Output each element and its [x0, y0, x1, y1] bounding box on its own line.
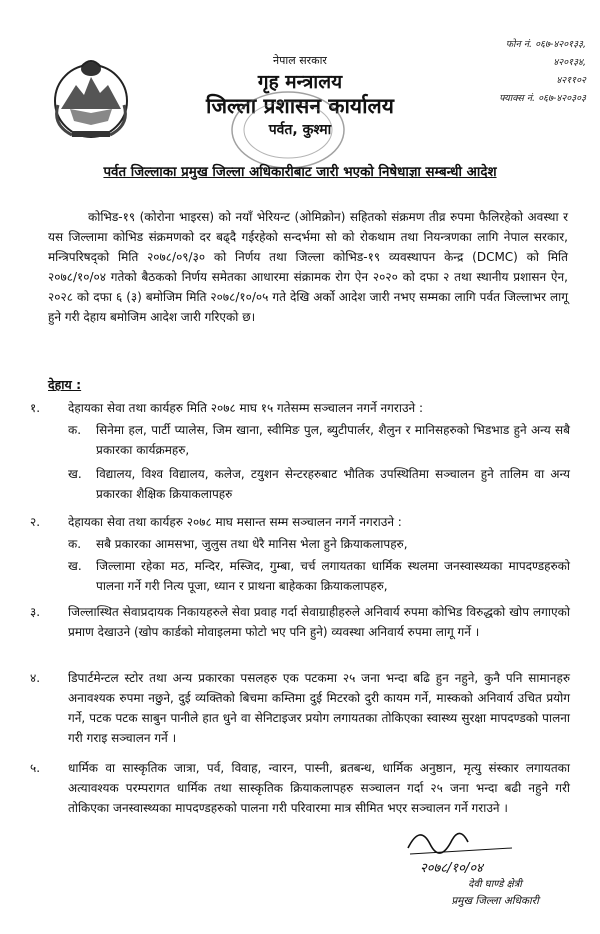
signatory-title: प्रमुख जिल्ला अधिकारी	[451, 895, 539, 907]
sub-item-number: ख.	[68, 467, 82, 481]
item-number: ५.	[30, 761, 41, 775]
item-text: देहायका सेवा तथा कार्यहरु २०७८ माघ मसान्त सम्म सञ्चालन नगर्ने नगराउने :	[68, 515, 402, 529]
sub-item-number: ख.	[68, 559, 82, 573]
signature-icon	[400, 818, 520, 878]
item-text: जिल्लास्थित सेवाप्रदायक निकायहरुले सेवा प्रवाह गर्दा सेवाग्राहीहरुले अनिवार्य रुपमा कोभिड विरुद्धको खोप लगाएको प्रमाण देखाउने (खोप कार्डको मोवाइलमा फोटो भए पनि हुने) व्यवस्था अनिवार्य रुपमा लागू गर्ने ।	[68, 605, 570, 639]
office-stamp-icon	[228, 88, 348, 172]
sub-item-text: सबै प्रकारका आमसभा, जुलुस तथा धेरै मानिस भेला हुने क्रियाकलापहरु,	[96, 537, 408, 551]
header-ministry: गृह मन्त्रालय	[257, 71, 343, 93]
contact-info	[436, 36, 586, 108]
fax-line: फ्याक्स नं. ०६७-४२०३०३	[499, 93, 586, 104]
phone-line-1: फोन नं. ०६७-४२०१३३,	[505, 39, 586, 50]
header-place: पर्वत, कुश्मा	[268, 122, 332, 138]
order-title: पर्वत जिल्लाका प्रमुख जिल्ला अधिकारीबाट जारी भएको निषेधाज्ञा सम्बन्धी आदेश	[103, 165, 497, 180]
item-number: १.	[30, 401, 41, 415]
signatory-name: देवी घाण्डे क्षेत्री	[468, 879, 522, 890]
sub-item-text: सिनेमा हल, पार्टी प्यालेस, जिम खाना, स्वीमिङ पुल, ब्युटीपार्लर, शैलुन र मानिसहरुको भिडभाड हुने अन्य सबै प्रकारका कार्यक्रमहरु,	[96, 423, 570, 457]
sub-item-text: विद्यालय, विश्व विद्यालय, कलेज, टयुशन सेन्टरहरुबाट भौतिक उपस्थितिमा सञ्चालन हुने तालिम वा अन्य प्रकारका शैक्षिक क्रियाकलापहरु	[96, 467, 570, 501]
sub-item-number: क.	[68, 537, 82, 551]
sub-item-number: क.	[68, 423, 82, 437]
item-number: ४.	[30, 671, 41, 685]
item-text: डिपार्टमेन्टल स्टोर तथा अन्य प्रकारका पसलहरु एक पटकमा २५ जना भन्दा बढि हुन नहुने, कुनै पनि सामानहरु अनावश्यक रुपमा नछुने, दुई व्यक्तिको बिचमा कम्तिमा दुई मिटरको दुरी कायम गर्ने, मास्कको अनिवार्य उचित प्रयोग गर्ने, पटक पटक साबुन पानीले हात धुने वा सेनिटाइजर प्रयोग लगायतका तोकिएका स्वास्थ्य सुरक्षा मापदण्डको पालना गरी गराइ सञ्चालन गर्ने ।	[68, 671, 570, 745]
item-number: २.	[30, 515, 41, 529]
phone-line-2: ४२०१३४,	[553, 57, 586, 68]
phone-line-3: ४२११०२	[556, 75, 586, 86]
nepal-emblem-icon	[48, 55, 134, 141]
header-office: जिल्ला प्रशासन कार्यालय	[206, 94, 394, 118]
item-number: ३.	[30, 605, 41, 619]
signature-date: २०७८/१०/०४	[420, 861, 483, 876]
item-text: देहायका सेवा तथा कार्यहरु मिति २०७८ माघ १५ गतेसम्म सञ्चालन नगर्ने नगराउने :	[68, 401, 424, 415]
header-government: नेपाल सरकार	[273, 54, 327, 67]
intro-paragraph: कोभिड-१९ (कोरोना भाइरस) को नयाँ भेरियन्ट (ओमिक्रोन) सहितको संक्रमण तीव्र रुपमा फैलिरहेको अवस्था र यस जिल्लामा कोभिड संक्रमणको दर बढ्दै गईरहेको सन्दर्भमा सो को रोकथाम तथा नियन्त्रणका लागि नेपाल सरकार, मन्त्रिपरिषद्को मिति २०७८/०९/३० को निर्णय तथा जिल्ला कोभिड-१९ व्यवस्थापन केन्द्र (DCMC) को मिति २०७८/१०/०४ गतेको बैठकको निर्णय समेतका आधारमा संक्रामक रोग ऐन २०२० को दफा २ तथा स्थानीय प्रशासन ऐन, २०२८ को दफा ६ (३) बमोजिम मिति २०७८/१०/०५ गते देखि अर्को आदेश जारी नभए सम्मका लागि पर्वत जिल्लाभर लागू हुने गरी देहाय बमोजिम आदेश जारी गरिएको छ।	[48, 210, 568, 324]
sub-item-text: जिल्लामा रहेका मठ, मन्दिर, मस्जिद, गुम्बा, चर्च लगायतका धार्मिक स्थलमा जनस्वास्थ्यका मापदण्डहरुको पालना गर्ने गरी नित्य पूजा, ध्यान र प्राथना बाहेकका क्रियाकलापहरु,	[96, 559, 570, 593]
item-text: धार्मिक वा सास्कृतिक जात्रा, पर्व, विवाह, न्वारन, पास्नी, ब्रतबन्ध, धार्मिक अनुष्ठान, मृत्यु संस्कार लगायतका अत्यावश्यक परम्परागत धार्मिक तथा सास्कृतिक क्रियाकलापहरु सञ्चालन गर्दा २५ जना भन्दा बढी नहुने गरी तोकिएका जनस्वास्थ्यका मापदण्डहरुको पालना गरी परिवारमा मात्र सीमित भएर सञ्चालन गर्ने गराउने ।	[68, 761, 570, 815]
dehay-heading: देहाय :	[48, 377, 82, 392]
